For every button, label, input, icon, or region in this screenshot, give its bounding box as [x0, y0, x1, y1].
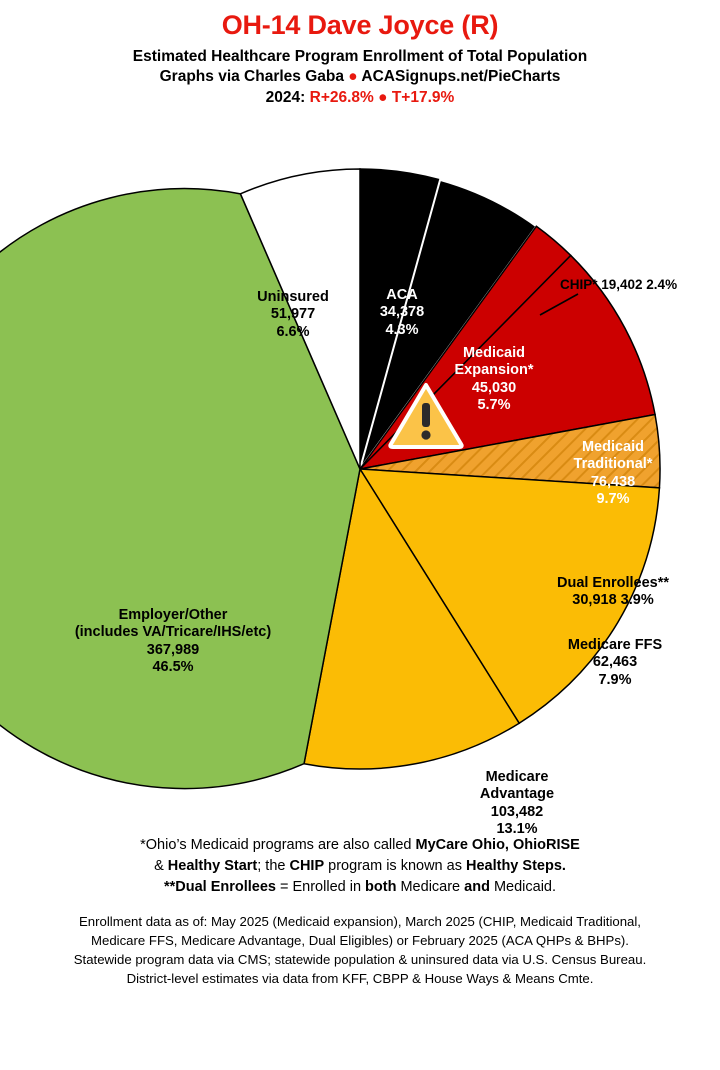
footnote-3-f: Medicaid.	[489, 878, 557, 895]
footnote-2-f: Healthy Steps.	[465, 857, 566, 874]
label-uninsured: Uninsured 51,977 6.6%	[257, 288, 329, 340]
footnote-3-e: and	[464, 878, 490, 895]
footnote-3-d: Medicare	[396, 878, 465, 895]
footnote-2-e: program is known as	[324, 857, 466, 874]
credit-separator-dot: ●	[348, 68, 358, 86]
footnote-line-3	[30, 877, 690, 898]
label-medicare-ffs: Medicare FFS 62,463 7.9%	[567, 636, 663, 688]
source-line-1: Enrollment data as of: May 2025 (Medicaid expansion), March 2025 (CHIP, Medicaid Traditional,	[79, 913, 641, 929]
chart-footnotes	[0, 835, 720, 898]
data-source-note	[0, 912, 720, 989]
footnote-2-b: Healthy Start	[167, 857, 258, 874]
credit-website: ACASignups.net/PieCharts	[361, 68, 561, 86]
footnote-3-b: = Enrolled in	[275, 878, 366, 895]
source-line-2: Medicare FFS, Medicare Advantage, Dual Eligibles) or February 2025 (ACA QHPs & BHPs).	[91, 933, 629, 949]
election-margins	[0, 89, 720, 107]
pie-chart	[0, 109, 720, 838]
chart-subtitle: Estimated Healthcare Program Enrollment of Total Population	[132, 48, 588, 65]
page-title: OH-14 Dave Joyce (R)	[221, 10, 499, 40]
footnote-2-d: CHIP	[289, 857, 325, 874]
chart-header	[0, 0, 720, 107]
label-employer-other: Employer/Other (includes VA/Tricare/IHS/etc) 367,989 46.5%	[74, 606, 272, 676]
footnote-2-c: ; the	[257, 857, 290, 874]
margin-separator-dot: ●	[378, 88, 388, 106]
label-medicaid-expansion: Medicaid Expansion* 45,030 5.7%	[454, 344, 534, 414]
source-line-3: Statewide program data via CMS; statewide population & uninsured data via U.S. Census Bureau.	[73, 952, 647, 968]
footnote-1-text: *Ohio’s Medicaid programs are also called	[140, 836, 416, 853]
footnote-1-bold: MyCare Ohio, OhioRISE	[415, 836, 580, 853]
label-dual-enrollees: Dual Enrollees** 30,918 3.9%	[556, 574, 669, 609]
source-line-4: District-level estimates via data from KFF, CBPP & House Ways & Means Cmte.	[126, 971, 594, 987]
credit-author: Graphs via Charles Gaba	[159, 68, 344, 86]
chart-credit	[0, 67, 720, 87]
label-aca: ACA 34,378 4.3%	[379, 286, 425, 338]
label-chip: CHIP* 19,402 2.4%	[560, 276, 678, 292]
footnote-3-a: **Dual Enrollees	[163, 878, 276, 895]
margin-year: 2024:	[265, 88, 310, 106]
footnote-2-a: &	[154, 857, 168, 874]
margin-republican: R+26.8%	[309, 88, 374, 106]
label-medicare-advantage: Medicare Advantage 103,482 13.1%	[479, 768, 555, 838]
label-medicaid-traditional: Medicaid Traditional* 76,438 9.7%	[573, 438, 653, 508]
margin-trump: T+17.9%	[391, 88, 455, 106]
footnote-line-2	[30, 856, 690, 877]
footnote-3-c: both	[365, 878, 397, 895]
